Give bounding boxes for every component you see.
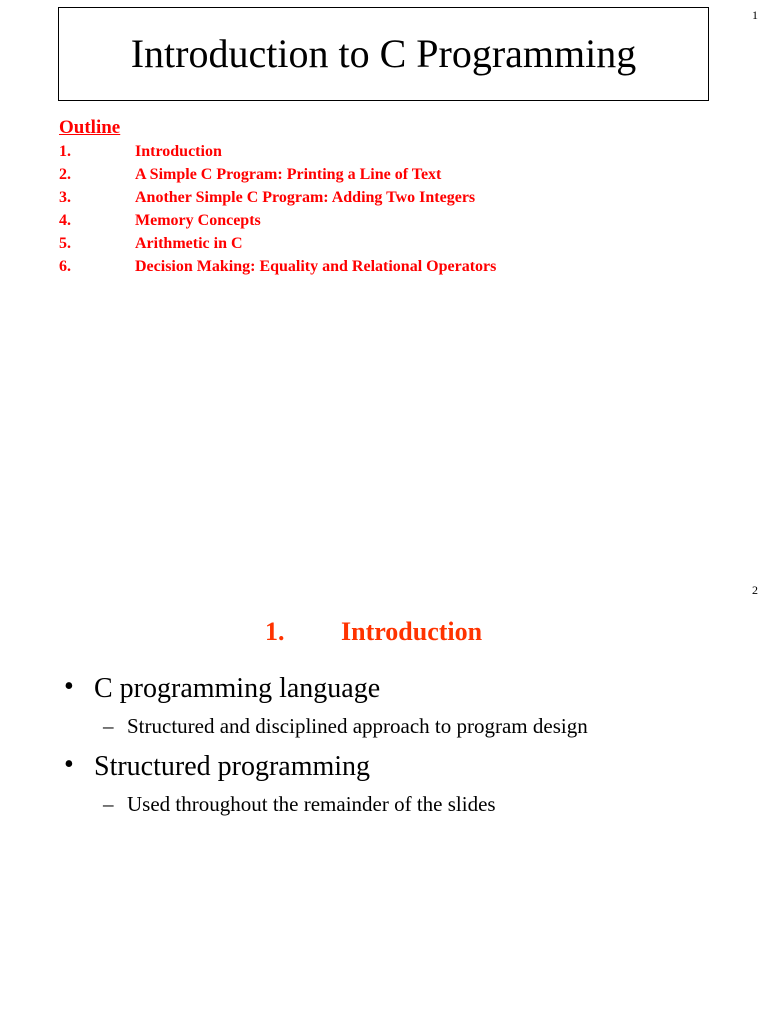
section-number: 1.: [265, 617, 285, 646]
outline-item-number: 3.: [59, 189, 71, 206]
bullet-text: Structured programming: [94, 751, 371, 782]
sub-bullet-marker: –: [103, 792, 114, 816]
outline-item-number: 5.: [59, 235, 71, 252]
bullet-item: [64, 671, 381, 705]
sub-bullet-item: [103, 792, 496, 816]
outline-item-label: Introduction: [135, 143, 222, 160]
sub-bullet-text: Structured and disciplined approach to program design: [127, 714, 588, 738]
section-heading: [265, 616, 482, 648]
page-number-1: 1: [752, 8, 758, 22]
page-number-2: 2: [752, 583, 758, 597]
bullet-text: C programming language: [94, 673, 381, 704]
slide-title: Introduction to C Programming: [130, 31, 637, 76]
sub-bullet-marker: –: [103, 714, 114, 738]
bullet-marker: •: [64, 749, 74, 780]
outline-item-number: 1.: [59, 143, 71, 160]
outline-item-label: Memory Concepts: [135, 212, 261, 229]
outline-heading: Outline: [59, 117, 121, 138]
bullet-marker: •: [64, 671, 74, 702]
outline-item-number: 2.: [59, 166, 71, 183]
sub-bullet-item: [103, 714, 588, 738]
outline-item-label: A Simple C Program: Printing a Line of Text: [135, 166, 442, 183]
outline-item-label: Another Simple C Program: Adding Two Integers: [135, 189, 476, 206]
bullet-item: [64, 749, 371, 783]
title-box: [58, 7, 709, 101]
section-title: Introduction: [341, 617, 483, 646]
outline-item-label: Decision Making: Equality and Relational Operators: [135, 258, 497, 275]
sub-bullet-text: Used throughout the remainder of the slides: [127, 792, 496, 816]
outline-item-number: 6.: [59, 258, 71, 275]
outline-item-number: 4.: [59, 212, 71, 229]
outline-item-label: Arithmetic in C: [135, 235, 243, 252]
